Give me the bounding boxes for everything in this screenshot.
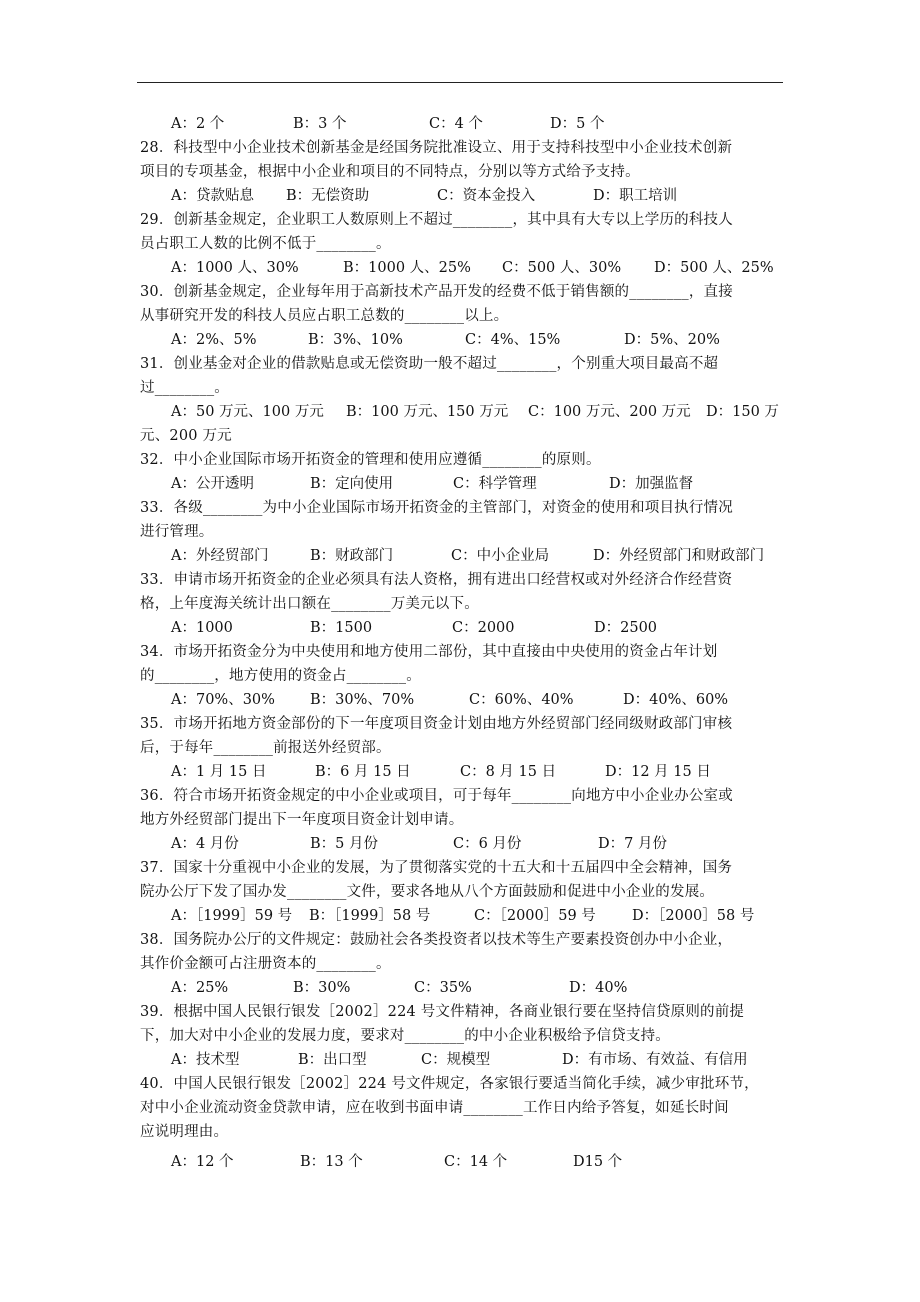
q35-option-d: D：12 月 15 日 — [605, 764, 711, 780]
q37-option-a: A：［1999］59 号 — [171, 908, 293, 924]
q32-option-a: A：公开透明 — [171, 476, 254, 492]
q38-text-2: 其作价金额可占注册资本的________。 — [140, 956, 391, 972]
q29-option-a: A：1000 人、30% — [171, 260, 299, 276]
q33b-text-2: 格，上年度海关统计出口额在________万美元以下。 — [140, 596, 479, 612]
q39-option-a: A：技术型 — [171, 1052, 240, 1068]
q31-text-1: 31．创业基金对企业的借款贴息或无偿资助一般不超过________，个别重大项目最高不超 — [140, 356, 719, 372]
q28-option-d: D：职工培训 — [593, 188, 678, 204]
q38-option-b: B：30% — [293, 980, 351, 996]
q33b-option-a: A：1000 — [171, 620, 233, 636]
q33a-option-a: A：外经贸部门 — [171, 548, 269, 564]
q36-option-c: C：6 月份 — [453, 836, 522, 852]
q28-text-2: 项目的专项基金，根据中小企业和项目的不同特点，分别以等方式给予支持。 — [140, 164, 640, 180]
q31-text-2: 过________。 — [140, 380, 229, 396]
q33a-text-2: 进行管理。 — [140, 524, 214, 540]
q36-option-a: A：4 月份 — [171, 836, 239, 852]
q28-option-b: B：无偿资助 — [286, 188, 370, 204]
q29-text-2: 员占职工人数的比例不低于________。 — [140, 236, 391, 252]
q33b-option-d: D：2500 — [594, 620, 658, 636]
q30-option-d: D：5%、20% — [624, 332, 720, 348]
q39-option-c: C：规模型 — [421, 1052, 491, 1068]
q28-text-1: 28．科技型中小企业技术创新基金是经国务院批准设立、用于支持科技型中小企业技术创新 — [140, 140, 733, 156]
q29-option-d: D：500 人、25% — [654, 260, 774, 276]
q31-option-a: A：50 万元、100 万元 — [171, 404, 324, 420]
q27-option-b: B：3 个 — [293, 116, 347, 132]
q35-option-c: C：8 月 15 日 — [460, 764, 557, 780]
q40-option-a: A：12 个 — [171, 1154, 234, 1170]
q32-option-d: D：加强监督 — [609, 476, 694, 492]
q34-option-c: C：60%、40% — [469, 692, 574, 708]
q31-option-d: D：150 万 — [706, 404, 779, 420]
q29-option-b: B：1000 人、25% — [343, 260, 471, 276]
q33b-option-b: B：1500 — [310, 620, 373, 636]
q30-option-b: B：3%、10% — [308, 332, 403, 348]
q34-option-d: D：40%、60% — [623, 692, 729, 708]
q30-option-c: C：4%、15% — [465, 332, 561, 348]
q31-option-b: B：100 万元、150 万元 — [346, 404, 509, 420]
q32-option-c: C：科学管理 — [453, 476, 537, 492]
q32-text-1: 32．中小企业国际市场开拓资金的管理和使用应遵循________的原则。 — [140, 452, 601, 468]
q36-text-1: 36．符合市场开拓资金规定的中小企业或项目，可于每年________向地方中小企业办公室或 — [140, 788, 733, 804]
q36-option-b: B：5 月份 — [310, 836, 378, 852]
q34-option-a: A：70%、30% — [171, 692, 275, 708]
q40-text-3: 应说明理由。 — [140, 1124, 229, 1140]
q27-option-d: D：5 个 — [550, 116, 605, 132]
q33a-option-b: B：财政部门 — [310, 548, 394, 564]
q28-option-c: C：资本金投入 — [437, 188, 536, 204]
q33a-option-d: D：外经贸部门和财政部门 — [593, 548, 765, 564]
q33a-text-1: 33．各级________为中小企业国际市场开拓资金的主管部门，对资金的使用和项目执行情况 — [140, 500, 733, 516]
q37-option-d: D：［2000］58 号 — [632, 908, 755, 924]
q29-text-1: 29．创新基金规定，企业职工人数原则上不超过________，其中具有大专以上学历的科技人 — [140, 212, 733, 228]
q36-option-d: D：7 月份 — [598, 836, 667, 852]
q31-option-c: C：100 万元、200 万元 — [528, 404, 691, 420]
q37-option-c: C：［2000］59 号 — [474, 908, 596, 924]
q36-text-2: 地方外经贸部门提出下一年度项目资金计划申请。 — [140, 812, 464, 828]
q28-option-a: A：贷款贴息 — [171, 188, 254, 204]
q39-option-b: B：出口型 — [298, 1052, 367, 1068]
q39-text-1: 39．根据中国人民银行银发［2002］224 号文件精神，各商业银行要在坚持信贷原则的前提 — [140, 1004, 745, 1020]
q34-text-2: 的________，地方使用的资金占________。 — [140, 668, 421, 684]
q37-text-1: 37．国家十分重视中小企业的发展，为了贯彻落实党的十五大和十五届四中全会精神，国务 — [140, 860, 733, 876]
q37-text-2: 院办公厅下发了国办发________文件，要求各地从八个方面鼓励和促进中小企业的发展。 — [140, 884, 715, 900]
q34-text-1: 34．市场开拓资金分为中央使用和地方使用二部份，其中直接由中央使用的资金占年计划 — [140, 644, 718, 660]
q34-option-b: B：30%、70% — [310, 692, 415, 708]
q35-option-b: B：6 月 15 日 — [315, 764, 411, 780]
q40-text-1: 40．中国人民银行银发［2002］224 号文件规定，各家银行要适当简化手续，减少审批环节， — [140, 1076, 759, 1092]
q33b-option-c: C：2000 — [452, 620, 515, 636]
q39-option-d: D：有市场、有效益、有信用 — [562, 1052, 748, 1068]
q33b-text-1: 33．申请市场开拓资金的企业必须具有法人资格，拥有进出口经营权或对外经济合作经营资 — [140, 572, 733, 588]
q30-option-a: A：2%、5% — [171, 332, 257, 348]
q33a-option-c: C：中小企业局 — [451, 548, 550, 564]
q27-option-c: C：4 个 — [429, 116, 483, 132]
q27-option-a: A：2 个 — [171, 116, 225, 132]
q35-text-1: 35．市场开拓地方资金部份的下一年度项目资金计划由地方外经贸部门经同级财政部门审核 — [140, 716, 733, 732]
q35-option-a: A：1 月 15 日 — [171, 764, 267, 780]
q37-option-b: B：［1999］58 号 — [309, 908, 431, 924]
q29-option-c: C：500 人、30% — [502, 260, 622, 276]
q32-option-b: B：定向使用 — [310, 476, 394, 492]
q38-option-a: A：25% — [171, 980, 229, 996]
q40-option-b: B：13 个 — [300, 1154, 363, 1170]
q38-option-d: D：40% — [569, 980, 628, 996]
q35-text-2: 后，于每年________前报送外经贸部。 — [140, 740, 391, 756]
q40-option-c: C：14 个 — [444, 1154, 508, 1170]
q30-text-2: 从事研究开发的科技人员应占职工总数的________以上。 — [140, 308, 509, 324]
q31-text-3: 元、200 万元 — [140, 428, 232, 444]
q38-option-c: C：35% — [414, 980, 472, 996]
q39-text-2: 下，加大对中小企业的发展力度，要求对________的中小企业积极给予信贷支持。 — [140, 1028, 670, 1044]
q40-text-2: 对中小企业流动资金贷款申请，应在收到书面申请________工作日内给予答复，如延长时间 — [140, 1100, 729, 1116]
q38-text-1: 38．国务院办公厅的文件规定：鼓励社会各类投资者以技术等生产要素投资创办中小企业， — [140, 932, 733, 948]
q40-option-d: D15 个 — [573, 1154, 623, 1170]
header-rule — [137, 82, 783, 83]
q30-text-1: 30．创新基金规定，企业每年用于高新技术产品开发的经费不低于销售额的________，直接 — [140, 284, 733, 300]
